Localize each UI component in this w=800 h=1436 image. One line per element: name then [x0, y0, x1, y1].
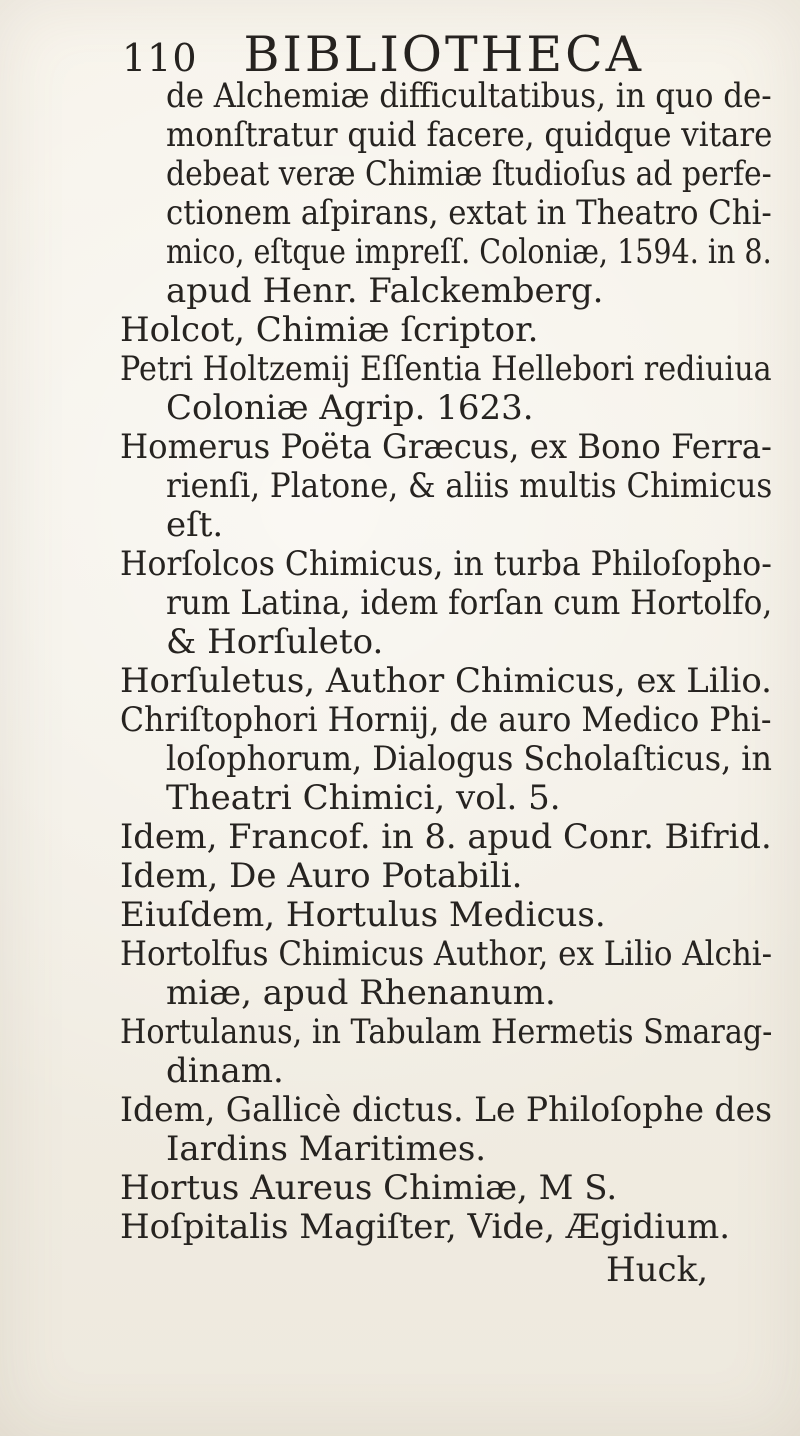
text-line: dinam. — [166, 1051, 284, 1091]
catalog-entry: Idem, Gallicè dictus. Le Philoſophe des — [120, 1090, 772, 1130]
catalog-entry: Idem, Francof. in 8. apud Conr. Bifrid. — [120, 817, 772, 857]
catalog-entry: Homerus Poëta Græcus, ex Bono Ferra- — [120, 427, 772, 467]
text-line: eſt. — [166, 505, 224, 545]
catalog-entry: Horſolcos Chimicus, in turba Philoſopho- — [120, 544, 772, 584]
page-number: 110 — [122, 36, 198, 80]
text-line: & Horſuleto. — [166, 622, 384, 662]
text-line: rienſi, Platone, & aliis multis Chimicus — [166, 466, 773, 506]
text-line: Coloniæ Agrip. 1623. — [166, 388, 534, 428]
text-line: Theatri Chimici, vol. 5. — [166, 778, 561, 818]
catalog-entry: Idem, De Auro Potabili. — [120, 856, 523, 896]
catalog-entry: Hortus Aureus Chimiæ, M S. — [120, 1168, 618, 1208]
text-line: monſtratur quid facere, quidque vitare — [166, 115, 773, 155]
catalog-entry: Chriſtophori Hornij, de auro Medico Phi- — [120, 700, 772, 740]
text-line: Iardins Maritimes. — [166, 1129, 487, 1169]
catalog-entry: Holcot, Chimiæ ſcriptor. — [120, 310, 539, 350]
catalog-entry: Hortulanus, in Tabulam Hermetis Smarag- — [120, 1012, 773, 1052]
catalog-entry: Hortolfus Chimicus Author, ex Lilio Alchi- — [120, 934, 773, 974]
running-title: BIBLIOTHECA — [243, 26, 645, 83]
text-line: apud Henr. Falckemberg. — [166, 271, 604, 311]
text-line: ctionem aſpirans, extat in Theatro Chi- — [166, 193, 772, 233]
page-header — [122, 26, 645, 83]
text-line: miæ, apud Rhenanum. — [166, 973, 556, 1013]
text-line: debeat veræ Chimiæ ſtudioſus ad perfe- — [166, 154, 772, 194]
text-line: de Alchemiæ difficultatibus, in quo de- — [166, 76, 772, 116]
catchword: Huck, — [606, 1250, 708, 1290]
text-line: mico, eſtque impreſſ. Coloniæ, 1594. in 8. — [166, 232, 772, 272]
catalog-entry: Eiuſdem, Hortulus Medicus. — [120, 895, 606, 935]
catalog-entry: Horſuletus, Author Chimicus, ex Lilio. — [120, 661, 772, 701]
text-line: loſophorum, Dialogus Scholaſticus, in — [166, 739, 772, 779]
catalog-entry: Hoſpitalis Magiſter, Vide, Ægidium. — [120, 1207, 731, 1247]
text-line: rum Latina, idem forſan cum Hortolfo, — [166, 583, 773, 623]
catalog-entry: Petri Holtzemij Eſſentia Hellebori rediuiua — [120, 349, 772, 389]
